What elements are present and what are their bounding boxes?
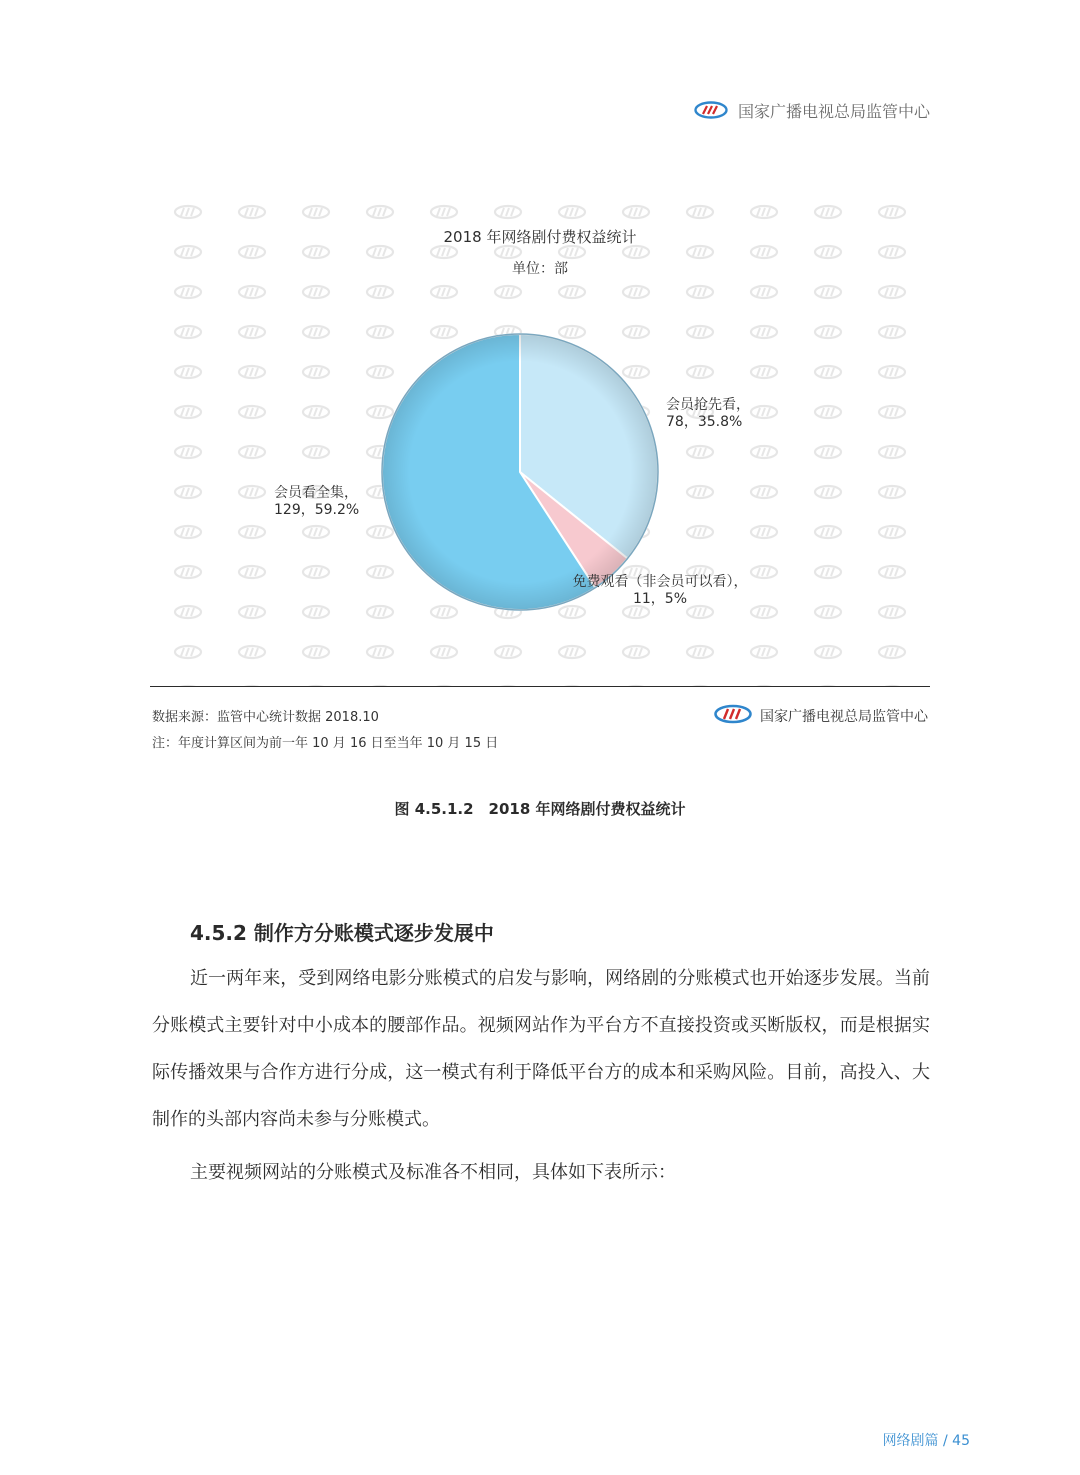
source-divider xyxy=(150,686,930,687)
pie-slice-label: 会员抢先看， 78，35.8% xyxy=(666,397,750,430)
pie-slice-label: 会员看全集， 129，59.2% xyxy=(274,485,360,518)
chart-figure xyxy=(150,192,930,687)
section-heading: 4.5.2 制作方分账模式逐步发展中 xyxy=(190,921,494,945)
pie-slice-label: 免费观看（非会员可以看）， 11，5% xyxy=(572,574,748,607)
source-note: 数据来源：监管中心统计数据 2018.10 xyxy=(152,710,379,725)
page-footer: 网络剧篇 / 45 xyxy=(882,1433,970,1449)
ncm-logo-icon xyxy=(694,101,728,119)
figure-caption: 图 4.5.1.2 2018 年网络剧付费权益统计 xyxy=(394,800,686,818)
body-paragraph: 主要视频网站的分账模式及标准各不相同，具体如下表所示： xyxy=(190,1162,676,1183)
body-text xyxy=(152,955,930,1196)
chart-unit: 单位：部 xyxy=(512,261,568,277)
page-header xyxy=(694,96,930,124)
chart-title: 2018 年网络剧付费权益统计 xyxy=(443,228,637,246)
source-org-name: 国家广播电视总局监管中心 xyxy=(760,709,928,725)
ncm-logo-icon xyxy=(714,704,752,728)
source-org xyxy=(714,704,928,728)
pie-chart xyxy=(150,192,930,687)
body-paragraph: 近一两年来，受到网络电影分账模式的启发与影响，网络剧的分账模式也开始逐步发展。当前分账模式主要针对中小成本的腰部作品。视频网站作为平台方不直接投资或买断版权，而是根据实际传播效果与合作方进行分成，这一模式有利于降低平台方的成本和采购风险。目前，高投入、大制作的头部内容尚未参与分账模式。 xyxy=(152,968,930,1130)
header-org-name: 国家广播电视总局监管中心 xyxy=(737,101,930,121)
period-note: 注：年度计算区间为前一年 10 月 16 日至当年 10 月 15 日 xyxy=(152,736,499,751)
